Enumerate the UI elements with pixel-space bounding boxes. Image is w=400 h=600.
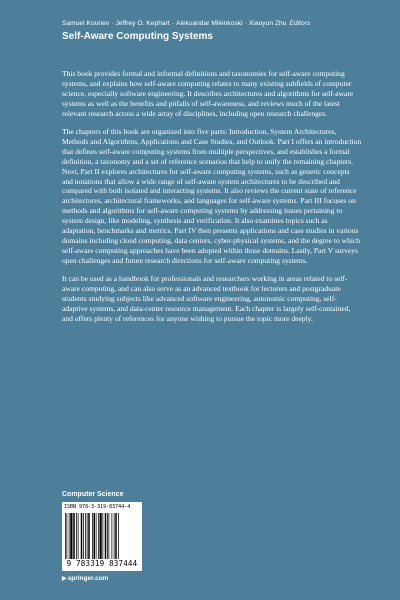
triangle-right-icon: ▶ xyxy=(62,576,67,582)
editor-name: Samuel Kounev xyxy=(62,20,110,27)
publisher-url: springer.com xyxy=(67,575,109,582)
editor-name: Aleksandar Milenkoski xyxy=(176,20,243,27)
editor-separator: · xyxy=(244,20,247,27)
barcode-bars xyxy=(65,513,139,559)
barcode-number: 9 783319 837444 xyxy=(66,559,138,568)
editor-separator: · xyxy=(111,20,114,27)
editor-name: Jeffrey O. Kephart xyxy=(115,20,170,27)
book-description xyxy=(62,69,362,332)
book-title: Self-Aware Computing Systems xyxy=(62,31,213,42)
editor-separator: · xyxy=(171,20,174,27)
subject-category: Computer Science xyxy=(62,491,124,498)
isbn-label: ISBN 978-3-319-83744-4 xyxy=(64,504,131,510)
editors-line xyxy=(62,20,310,27)
description-paragraph: This book provides formal and informal definitions and taxonomies for self-aware computing systems, and explains how self-aware computing relates to many existing subfields of computer science, especially software engineering. It describes architectures and algorithms for self-aware systems as well as the benefits and pitfalls of self-awareness, and reviews much of the latest relevant research across a wide array of disciplines, including open research challenges. xyxy=(62,69,354,118)
description-paragraph: It can be used as a handbook for professionals and researchers working in areas related to self-aware computing, and can also serve as an advanced textbook for lecturers and postgraduate students studying subjects like advanced software engineering, autonomic computing, self-adaptive systems, and data-center resource management. Each chapter is largely self-contained, and offers plenty of references for anyone wishing to pursue the topic more deeply. xyxy=(62,274,351,323)
editor-name: Xiaoyun Zhu xyxy=(248,20,287,27)
editors-role: Editors xyxy=(289,20,311,27)
publisher-link[interactable] xyxy=(62,575,108,582)
barcode-box xyxy=(62,502,142,571)
description-paragraph: The chapters of this book are organized into five parts: Introduction, System Architectures, Methods and Algorithms, Applications and Case Studies, and Outlook. Part I offers an introduction that defines self-aware computing systems from multiple perspectives, and establishes a formal definition, a taxonomy and a set of reference scenarios that help to unify the remaining chapters. Next, Part II explores architectures for self-aware computing systems, such as generic concepts and notations that allow a wide range of self-aware system architectures to be described and compared with both isolated and interacting systems. It also reviews the current state of reference architectures, architectural frameworks, and languages for self-aware systems. Part III focuses on methods and algorithms for self-aware computing systems by addressing issues pertaining to system design, like modeling, synthesis and verification. It also examines topics such as adaptation, benchmarks and metrics. Part IV then presents applications and case studies in various domains including cloud computing, data centers, cyber-physical systems, and the degree to which self-aware computing approaches have been adopted within those domains. Lastly, Part V surveys open challenges and future research directions for self-aware computing systems. xyxy=(62,126,362,266)
